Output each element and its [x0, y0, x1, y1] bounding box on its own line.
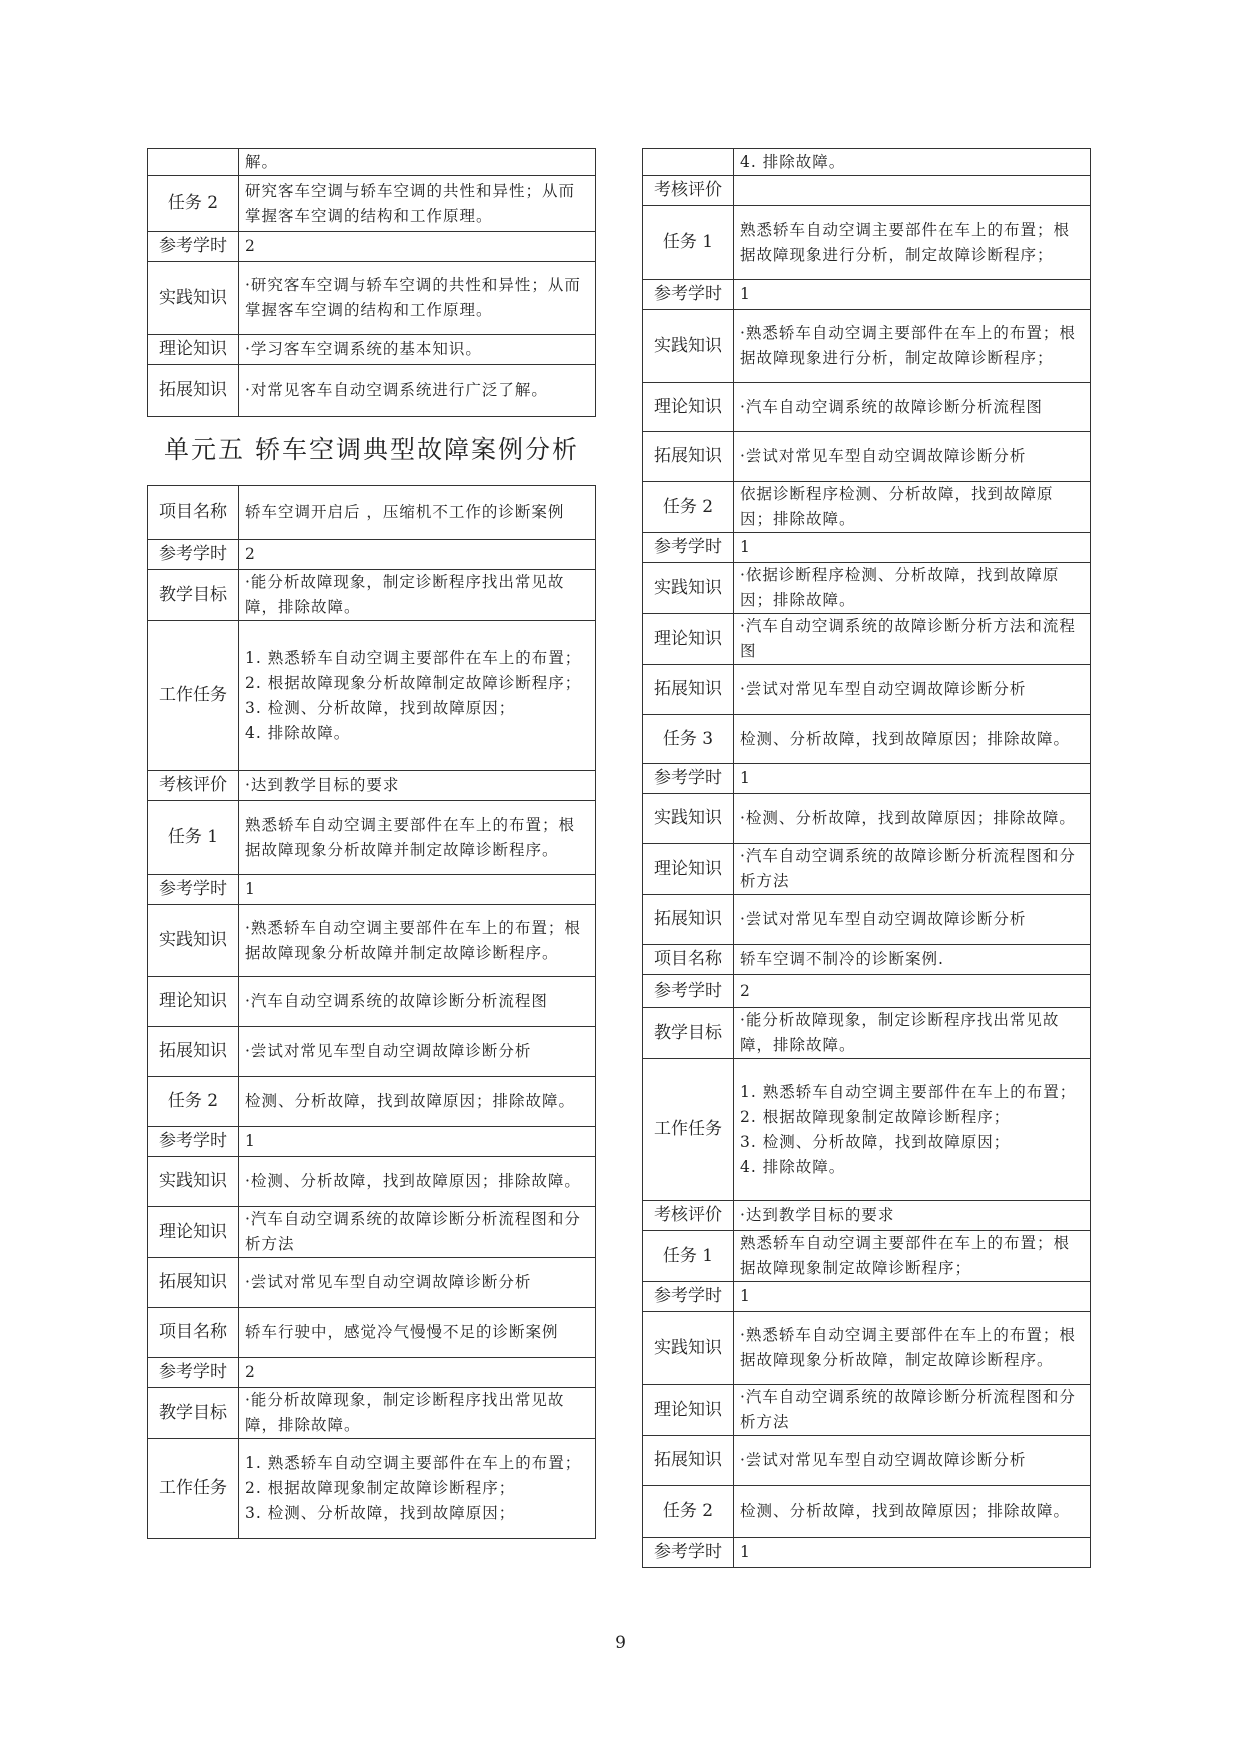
row-label: 实践知识 [148, 905, 239, 977]
row-label: 实践知识 [643, 1312, 734, 1385]
row-label: 任务 2 [148, 1077, 239, 1127]
table-row [148, 1308, 596, 1358]
row-label: 参考学时 [148, 1358, 239, 1388]
row-label: 实践知识 [643, 310, 734, 383]
row-content: ·尝试对常见车型自动空调故障诊断分析 [239, 1027, 596, 1077]
row-label: 参考学时 [148, 232, 239, 262]
row-content: 2 [239, 1358, 596, 1388]
row-content: 解。 [239, 149, 596, 176]
table-row [643, 975, 1091, 1008]
row-label: 参考学时 [643, 764, 734, 794]
table-row [148, 1258, 596, 1308]
row-label: 工作任务 [148, 1439, 239, 1539]
row-content: 1. 熟悉轿车自动空调主要部件在车上的布置； 2. 根据故障现象制定故障诊断程序； 3. 检测、分析故障，找到故障原因； [239, 1439, 596, 1539]
table-row [643, 1385, 1091, 1436]
row-label: 任务 1 [148, 801, 239, 875]
row-content: 依据诊断程序检测、分析故障，找到故障原因；排除故障。 [734, 482, 1091, 533]
table-row [643, 1538, 1091, 1568]
row-content: 4. 排除故障。 [734, 149, 1091, 176]
row-label: 任务 2 [643, 482, 734, 533]
row-label: 参考学时 [643, 280, 734, 310]
table-row [643, 310, 1091, 383]
row-label: 实践知识 [148, 262, 239, 335]
table-row [643, 665, 1091, 715]
row-label: 任务 2 [643, 1486, 734, 1538]
row-content: ·汽车自动空调系统的故障诊断分析流程图和分析方法 [239, 1207, 596, 1258]
row-label [148, 149, 239, 176]
table-row [643, 844, 1091, 895]
row-label: 考核评价 [643, 176, 734, 206]
row-content: ·尝试对常见车型自动空调故障诊断分析 [239, 1258, 596, 1308]
row-label: 任务 3 [643, 715, 734, 764]
row-content: 研究客车空调与轿车空调的共性和异性；从而掌握客车空调的结构和工作原理。 [239, 176, 596, 232]
table-row [148, 232, 596, 262]
table-row [643, 1486, 1091, 1538]
row-content: 轿车空调开启后 ，压缩机不工作的诊断案例 [239, 486, 596, 540]
table-row [643, 176, 1091, 206]
row-content: ·汽车自动空调系统的故障诊断分析流程图 [734, 383, 1091, 432]
table-row [643, 1059, 1091, 1201]
row-content: 1 [239, 875, 596, 905]
table-row [148, 1077, 596, 1127]
table-row [148, 1439, 596, 1539]
table-row [643, 715, 1091, 764]
row-content: 熟悉轿车自动空调主要部件在车上的布置；根据故障现象分析故障并制定故障诊断程序。 [239, 801, 596, 875]
row-label: 教学目标 [148, 570, 239, 621]
table-row [148, 801, 596, 875]
row-label: 参考学时 [148, 540, 239, 570]
row-content: 检测、分析故障，找到故障原因；排除故障。 [734, 715, 1091, 764]
row-content: 1 [734, 280, 1091, 310]
row-label: 考核评价 [643, 1201, 734, 1231]
table-row [148, 905, 596, 977]
table-row [643, 383, 1091, 432]
table-row [148, 1358, 596, 1388]
row-content: ·尝试对常见车型自动空调故障诊断分析 [734, 432, 1091, 482]
row-label: 工作任务 [643, 1059, 734, 1201]
table-row [643, 206, 1091, 280]
section-title: 单元五 轿车空调典型故障案例分析 [164, 435, 579, 464]
table-row [148, 977, 596, 1027]
row-content: 熟悉轿车自动空调主要部件在车上的布置；根据故障现象制定故障诊断程序； [734, 1231, 1091, 1282]
row-label: 理论知识 [148, 1207, 239, 1258]
row-label: 拓展知识 [643, 665, 734, 715]
course-table-unit5 [147, 485, 596, 1539]
row-content: ·能分析故障现象，制定诊断程序找出常见故障，排除故障。 [239, 570, 596, 621]
table-row [643, 614, 1091, 665]
table-row [643, 149, 1091, 176]
row-label: 参考学时 [148, 875, 239, 905]
row-content: ·尝试对常见车型自动空调故障诊断分析 [734, 1436, 1091, 1486]
table-row [643, 563, 1091, 614]
row-content: ·熟悉轿车自动空调主要部件在车上的布置；根据故障现象进行分析，制定故障诊断程序； [734, 310, 1091, 383]
table-row [643, 895, 1091, 945]
row-label: 项目名称 [148, 1308, 239, 1358]
table-row [643, 1008, 1091, 1059]
table-row [643, 280, 1091, 310]
table-row [643, 432, 1091, 482]
row-content: ·熟悉轿车自动空调主要部件在车上的布置；根据故障现象分析故障，制定故障诊断程序。 [734, 1312, 1091, 1385]
table-row [148, 335, 596, 365]
row-content: 1 [734, 1282, 1091, 1312]
row-content: ·汽车自动空调系统的故障诊断分析方法和流程图 [734, 614, 1091, 665]
row-content: 1 [734, 1538, 1091, 1568]
table-row [148, 149, 596, 176]
row-content: 1 [734, 533, 1091, 563]
page-number: 9 [615, 1633, 626, 1653]
row-content: ·依据诊断程序检测、分析故障，找到故障原因；排除故障。 [734, 563, 1091, 614]
row-label: 实践知识 [643, 563, 734, 614]
row-label: 理论知识 [643, 383, 734, 432]
table-row [643, 1436, 1091, 1486]
row-content: ·能分析故障现象，制定诊断程序找出常见故障，排除故障。 [239, 1388, 596, 1439]
table-row [148, 1388, 596, 1439]
row-label: 考核评价 [148, 771, 239, 801]
table-row [148, 540, 596, 570]
row-content: 1. 熟悉轿车自动空调主要部件在车上的布置； 2. 根据故障现象制定故障诊断程序； 3. 检测、分析故障，找到故障原因； 4. 排除故障。 [734, 1059, 1091, 1201]
row-label: 参考学时 [643, 1538, 734, 1568]
row-label: 拓展知识 [148, 365, 239, 417]
row-content: ·学习客车空调系统的基本知识。 [239, 335, 596, 365]
row-label: 项目名称 [148, 486, 239, 540]
table-row [643, 1312, 1091, 1385]
table-row [148, 176, 596, 232]
table-row [643, 533, 1091, 563]
row-content: 轿车行驶中，感觉冷气慢慢不足的诊断案例 [239, 1308, 596, 1358]
table-row [148, 486, 596, 540]
row-content: 1. 熟悉轿车自动空调主要部件在车上的布置； 2. 根据故障现象分析故障制定故障诊断程序； 3. 检测、分析故障，找到故障原因； 4. 排除故障。 [239, 621, 596, 771]
row-content: ·研究客车空调与轿车空调的共性和异性；从而掌握客车空调的结构和工作原理。 [239, 262, 596, 335]
table-row [643, 1231, 1091, 1282]
table-row [643, 482, 1091, 533]
row-content: 2 [239, 232, 596, 262]
row-content: ·尝试对常见车型自动空调故障诊断分析 [734, 895, 1091, 945]
row-label: 项目名称 [643, 945, 734, 975]
table-row [148, 1157, 596, 1207]
row-label: 理论知识 [643, 614, 734, 665]
table-row [148, 262, 596, 335]
row-content: 检测、分析故障，找到故障原因；排除故障。 [239, 1077, 596, 1127]
row-content: ·汽车自动空调系统的故障诊断分析流程图和分析方法 [734, 844, 1091, 895]
row-content: ·达到教学目标的要求 [239, 771, 596, 801]
row-label: 理论知识 [148, 977, 239, 1027]
table-row [148, 1127, 596, 1157]
row-label: 教学目标 [148, 1388, 239, 1439]
row-label: 理论知识 [643, 844, 734, 895]
row-label: 工作任务 [148, 621, 239, 771]
row-label: 任务 1 [643, 1231, 734, 1282]
row-label: 任务 2 [148, 176, 239, 232]
row-label: 参考学时 [643, 1282, 734, 1312]
table-row [643, 1282, 1091, 1312]
row-content: ·检测、分析故障，找到故障原因；排除故障。 [734, 794, 1091, 844]
table-row [148, 1027, 596, 1077]
course-table-unit5-continued [642, 148, 1091, 1568]
row-label: 参考学时 [643, 533, 734, 563]
row-content: ·达到教学目标的要求 [734, 1201, 1091, 1231]
row-content: 轿车空调不制冷的诊断案例. [734, 945, 1091, 975]
row-content: ·对常见客车自动空调系统进行广泛了解。 [239, 365, 596, 417]
row-label: 拓展知识 [643, 895, 734, 945]
row-label: 理论知识 [148, 335, 239, 365]
table-row [643, 1201, 1091, 1231]
row-label: 拓展知识 [643, 1436, 734, 1486]
table-row [148, 570, 596, 621]
row-label: 教学目标 [643, 1008, 734, 1059]
table-row [643, 794, 1091, 844]
left-column [147, 148, 596, 1539]
row-content: ·汽车自动空调系统的故障诊断分析流程图和分析方法 [734, 1385, 1091, 1436]
row-content: ·检测、分析故障，找到故障原因；排除故障。 [239, 1157, 596, 1207]
table-row [643, 945, 1091, 975]
row-content: 2 [239, 540, 596, 570]
table-row [643, 764, 1091, 794]
row-content [734, 176, 1091, 206]
row-label: 拓展知识 [148, 1027, 239, 1077]
row-content: 1 [239, 1127, 596, 1157]
right-column [642, 148, 1091, 1568]
row-content: 检测、分析故障，找到故障原因；排除故障。 [734, 1486, 1091, 1538]
table-row [148, 875, 596, 905]
table-row [148, 365, 596, 417]
row-content: ·能分析故障现象，制定诊断程序找出常见故障，排除故障。 [734, 1008, 1091, 1059]
table-row [148, 1207, 596, 1258]
row-label: 参考学时 [148, 1127, 239, 1157]
row-label: 任务 1 [643, 206, 734, 280]
row-label: 理论知识 [643, 1385, 734, 1436]
row-content: 熟悉轿车自动空调主要部件在车上的布置；根据故障现象进行分析，制定故障诊断程序； [734, 206, 1091, 280]
row-content: ·尝试对常见车型自动空调故障诊断分析 [734, 665, 1091, 715]
row-label [643, 149, 734, 176]
row-content: ·汽车自动空调系统的故障诊断分析流程图 [239, 977, 596, 1027]
row-label: 参考学时 [643, 975, 734, 1008]
row-label: 拓展知识 [148, 1258, 239, 1308]
row-content: 2 [734, 975, 1091, 1008]
row-label: 拓展知识 [643, 432, 734, 482]
table-row [148, 621, 596, 771]
row-label: 实践知识 [148, 1157, 239, 1207]
course-table-unit4-end [147, 148, 596, 417]
table-row [148, 771, 596, 801]
row-label: 实践知识 [643, 794, 734, 844]
row-content: ·熟悉轿车自动空调主要部件在车上的布置；根据故障现象分析故障并制定故障诊断程序。 [239, 905, 596, 977]
row-content: 1 [734, 764, 1091, 794]
